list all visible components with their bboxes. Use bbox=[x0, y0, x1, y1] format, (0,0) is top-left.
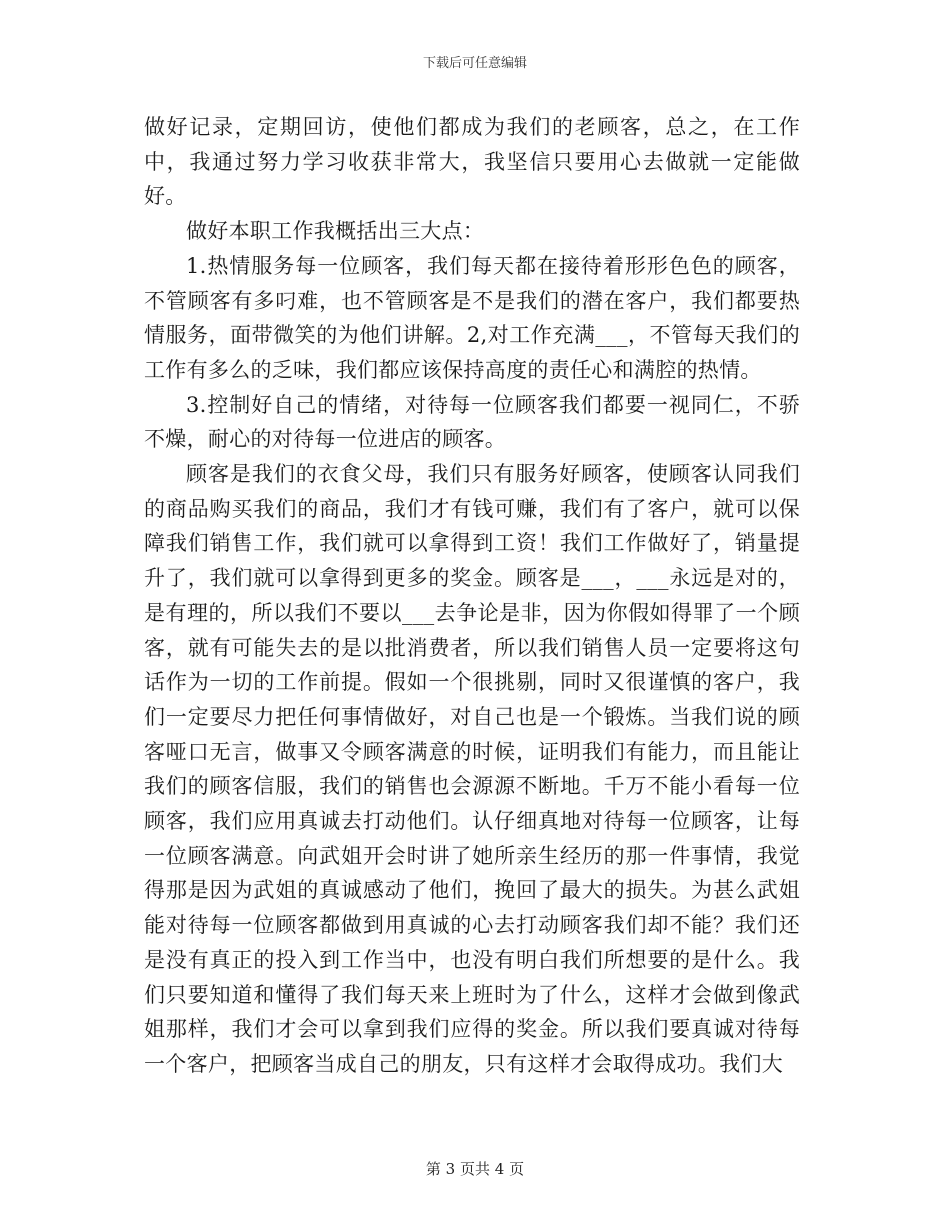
paragraph-4: 3.控制好自己的情绪，对待每一位顾客我们都要一视同仁，不骄不燥，耐心的对待每一位进店的顾客。 bbox=[144, 392, 800, 452]
paragraph-2: 做好本职工作我概括出三大点： bbox=[186, 219, 485, 244]
paragraph-1: 做好记录，定期回访，使他们都成为我们的老顾客，总之，在工作中，我通过努力学习收获非常大，我坚信只要用心去做就一定能做好。 bbox=[144, 115, 800, 209]
page-header-note: 下载后可任意编辑 bbox=[422, 56, 527, 71]
paragraph-3: 1.热情服务每一位顾客，我们每天都在接待着形形色色的顾客，不管顾客有多叼难，也不管顾客是不是我们的潜在客户，我们都要热情服务，面带微笑的为他们讲解。2,对工作充满___，不管每天我们的工作有多么的乏味，我们都应该保持高度的责任心和满腔的热情。 bbox=[144, 253, 800, 382]
document-body bbox=[144, 110, 800, 1082]
page-number: 第 3 页共 4 页 bbox=[425, 1160, 525, 1178]
paragraph-5: 顾客是我们的衣食父母，我们只有服务好顾客，使顾客认同我们的商品购买我们的商品，我们才有钱可赚，我们有了客户，就可以保障我们销售工作，我们就可以拿得到工资！我们工作做好了，销量提升了，我们就可以拿得到更多的奖金。顾客是___，___永远是对的，是有理的，所以我们不要以___去争论是非，因为你假如得罪了一个顾客，就有可能失去的是以批消费者，所以我们销售人员一定要将这句话作为一切的工作前提。假如一个很挑剔，同时又很谨慎的客户，我们一定要尽力把任何事情做好，对自己也是一个锻炼。当我们说的顾客哑口无言，做事又令顾客满意的时候，证明我们有能力，而且能让我们的顾客信服，我们的销售也会源源不断地。千万不能小看每一位顾客，我们应用真诚去打动他们。认仔细真地对待每一位顾客，让每一位顾客满意。向武姐开会时讲了她所亲生经历的那一件事情，我觉得那是因为武姐的真诚感动了他们，挽回了最大的损失。为甚么武姐能对待每一位顾客都做到用真诚的心去打动顾客我们却不能？我们还是没有真正的投入到工作当中，也没有明白我们所想要的是什么。我们只要知道和懂得了我们每天来上班时为了什么，这样才会做到像武姐那样，我们才会可以拿到我们应得的奖金。所以我们要真诚对待每一个客户，把顾客当成自己的朋友，只有这样才会取得成功。我们大 bbox=[144, 462, 800, 1076]
